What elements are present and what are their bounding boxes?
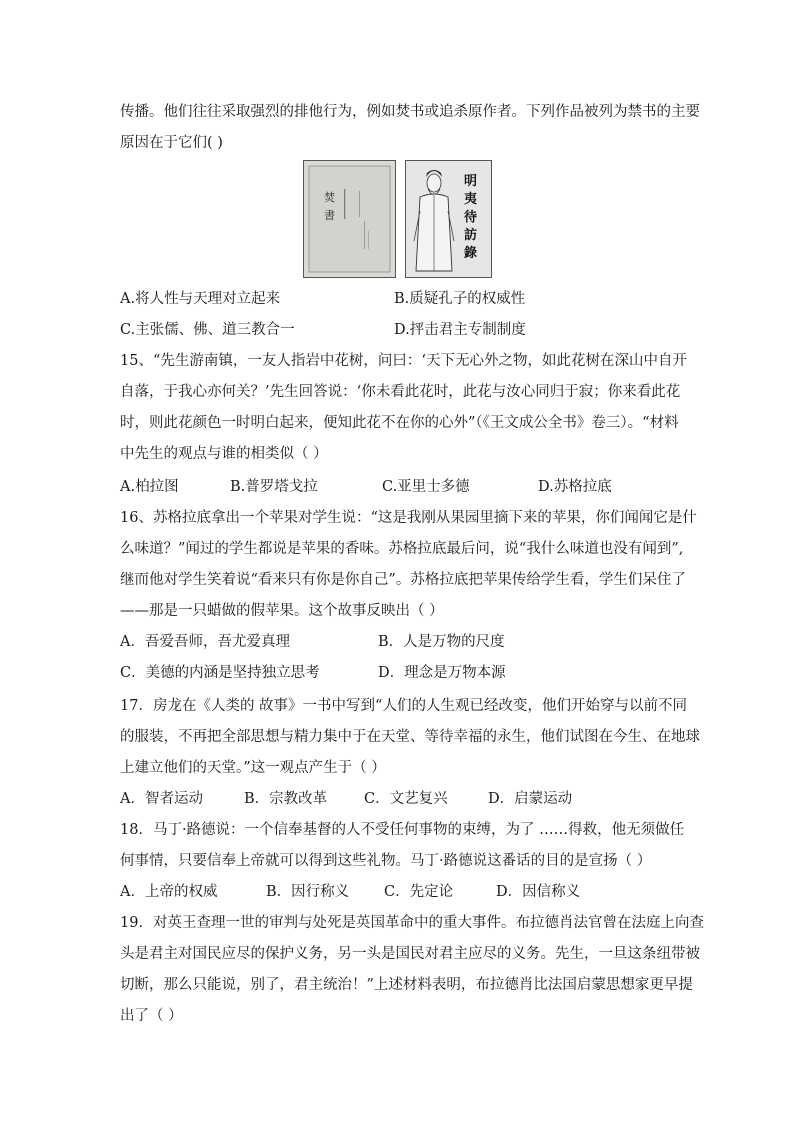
q15-option-b[interactable]: B.普罗塔戈拉 bbox=[230, 479, 318, 495]
q14-line-1: 传播。他们往往采取强烈的排他行为，例如焚书或追杀原作者。下列作品被列为禁书的主要 bbox=[120, 104, 700, 120]
q17-option-c[interactable]: C．文艺复兴 bbox=[364, 791, 448, 807]
q16-line-1: 16、苏格拉底拿出一个苹果对学生说：“这是我刚从果园里摘下来的苹果，你们闻闻它是什 bbox=[120, 510, 697, 526]
q15-option-c[interactable]: C.亚里士多德 bbox=[382, 479, 470, 495]
q14-option-d[interactable]: D.抨击君主专制制度 bbox=[394, 322, 526, 338]
mingyi-title-glyph-5: 錄 bbox=[464, 246, 478, 261]
q17-option-d[interactable]: D．启蒙运动 bbox=[488, 791, 573, 807]
mingyi-title-glyph-3: 待 bbox=[464, 210, 478, 225]
q19-line-4: 出了（ ） bbox=[120, 1008, 183, 1024]
q16-option-a[interactable]: A．吾爱吾师，吾尤爱真理 bbox=[120, 634, 290, 650]
q16-line-3: 继而他对学生笑着说“看来只有你是你自己”。苏格拉底把苹果传给学生看，学生们呆住了 bbox=[120, 572, 686, 588]
q16-line-4: ——那是一只蜡做的假苹果。这个故事反映出（ ） bbox=[120, 603, 444, 619]
mingyi-title-glyph-1: 明 bbox=[464, 174, 478, 189]
q18-line-2: 何事情，只要信奉上帝就可以得到这些礼物。马丁·路德说这番话的目的是宣扬（ ） bbox=[120, 853, 652, 869]
q14-option-c[interactable]: C.主张儒、佛、道三教合一 bbox=[120, 322, 295, 338]
q14-figures bbox=[303, 160, 493, 278]
mingyi-title-glyph-4: 訪 bbox=[464, 228, 478, 243]
q18-line-1: 18．马丁·路德说：一个信奉基督的人不受任何事物的束缚，为了 ……得救，他无须做任 bbox=[120, 822, 685, 838]
q15-line-2: 自落，于我心亦何关？’先生回答说：‘你未看此花时，此花与汝心同归于寂；你来看此花 bbox=[120, 384, 681, 400]
q17-line-3: 上建立他们的天堂。”这一观点产生于（ ） bbox=[120, 760, 386, 776]
q17-option-a[interactable]: A．智者运动 bbox=[120, 791, 203, 807]
q17-options-row bbox=[120, 789, 680, 809]
q16-options-row-2 bbox=[120, 663, 680, 683]
q16-option-d[interactable]: D．理念是万物本源 bbox=[378, 665, 506, 681]
q14-option-b[interactable]: B.质疑孔子的权威性 bbox=[394, 291, 526, 307]
fenshu-title-glyph-1: 焚 bbox=[324, 191, 335, 204]
q19-line-2: 头是君主对国民应尽的保护义务，另一头是国民对君主应尽的义务。先生，一旦这条纽带被 bbox=[120, 946, 700, 962]
q16-line-2: 么味道？”闻过的学生都说是苹果的香味。苏格拉底最后问，说“我什么味道也没有闻到”, bbox=[120, 541, 684, 557]
q15-option-a[interactable]: A.柏拉图 bbox=[120, 479, 179, 495]
fenshu-title-glyph-2: 書 bbox=[324, 209, 335, 222]
q14-options-row-1 bbox=[120, 289, 680, 309]
q14-options-row-2 bbox=[120, 320, 680, 340]
q14-line-2: 原因在于它们( ) bbox=[120, 135, 223, 151]
q17-option-b[interactable]: B．宗教改革 bbox=[244, 791, 328, 807]
q19-line-3: 切断，那么只能说，别了，君主统治！”上述材料表明，布拉德肖比法国启蒙思想家更早提 bbox=[120, 977, 693, 993]
q17-line-2: 的服装，不再把全部思想与精力集中于在天堂、等待幸福的永生，他们试图在今生、在地球 bbox=[120, 729, 700, 745]
q18-option-b[interactable]: B．因行称义 bbox=[266, 884, 350, 900]
q19-line-1: 19．对英王查理一世的审判与处死是英国革命中的重大事件。布拉德肖法官曾在法庭上向查 bbox=[120, 915, 704, 931]
q17-line-1: 17．房龙在《人类的 故事》一书中写到“人们的人生观已经改变，他们开始穿与以前不同 bbox=[120, 698, 687, 714]
fenshu-book-cover-image bbox=[303, 160, 396, 278]
q15-line-3: 时，则此花颜色一时明白起来，便知此花不在你的心外”（《王文成公全书》卷三）。“材料 bbox=[120, 415, 679, 431]
q18-option-d[interactable]: D．因信称义 bbox=[496, 884, 581, 900]
q18-option-a[interactable]: A．上帝的权威 bbox=[120, 884, 218, 900]
mingyi-title-glyph-2: 夷 bbox=[464, 192, 478, 207]
q16-option-b[interactable]: B．人是万物的尺度 bbox=[378, 634, 505, 650]
q14-option-a[interactable]: A.将人性与天理对立起来 bbox=[120, 291, 281, 307]
q15-options-row bbox=[120, 477, 680, 497]
q15-option-d[interactable]: D.苏格拉底 bbox=[538, 479, 612, 495]
q16-option-c[interactable]: C．美德的内涵是坚持独立思考 bbox=[120, 665, 320, 681]
q18-options-row bbox=[120, 882, 680, 902]
mingyi-daifanglu-portrait-image bbox=[405, 160, 492, 278]
q18-option-c[interactable]: C．先定论 bbox=[384, 884, 454, 900]
q16-options-row-1 bbox=[120, 632, 680, 652]
q15-line-4: 中先生的观点与谁的相类似（ ） bbox=[120, 446, 328, 462]
q15-line-1: 15、“先生游南镇，一友人指岩中花树，问曰：‘天下无心外之物，如此花树在深山中自开 bbox=[120, 353, 687, 369]
